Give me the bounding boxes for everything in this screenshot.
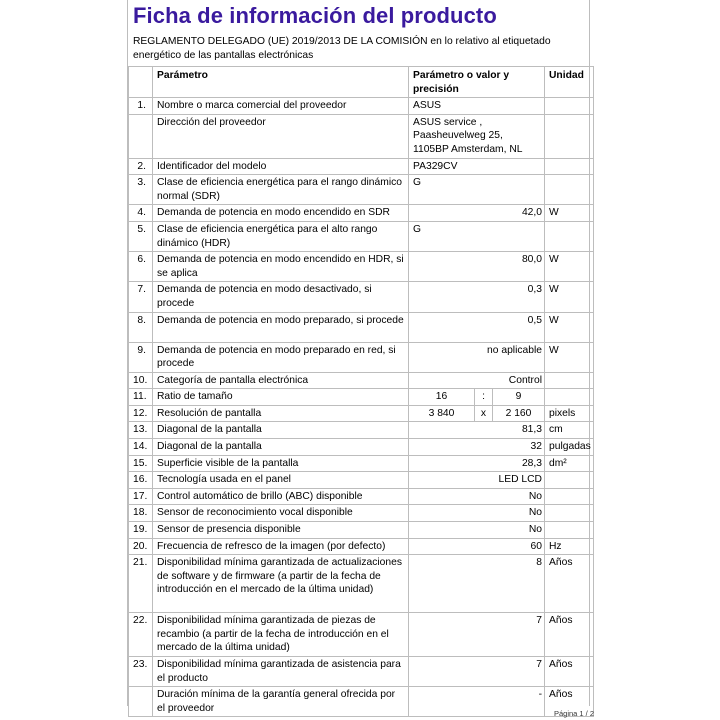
resolution-height: 2 160 <box>493 405 545 422</box>
row-unit <box>545 114 594 158</box>
row-parameter: Disponibilidad mínima garantizada de piezas de recambio (a partir de la fecha de introducción en el mercado de la última unidad) <box>153 613 409 657</box>
page-number: Página 1 / 2 <box>553 709 594 718</box>
row-value: 60 <box>409 538 545 555</box>
table-row <box>129 422 594 439</box>
resolution-width: 3 840 <box>409 405 475 422</box>
row-value: 32 <box>409 439 545 456</box>
row-value: ASUS service , Paasheuvelweg 25, 1105BP Amsterdam, NL <box>409 114 545 158</box>
row-value: No <box>409 488 545 505</box>
row-unit: W <box>545 282 594 312</box>
header-unit: Unidad <box>545 67 594 98</box>
row-value: 81,3 <box>409 422 545 439</box>
row-number: 17. <box>129 488 153 505</box>
row-number: 23. <box>129 657 153 687</box>
row-unit: Años <box>545 687 594 717</box>
row-unit <box>545 98 594 115</box>
row-parameter: Dirección del proveedor <box>153 114 409 158</box>
table-row <box>129 205 594 222</box>
document-title: Ficha de información del producto <box>133 3 497 28</box>
row-number: 6. <box>129 252 153 282</box>
row-parameter: Categoría de pantalla electrónica <box>153 372 409 389</box>
table-row <box>129 522 594 539</box>
row-number: 13. <box>129 422 153 439</box>
row-parameter: Sensor de presencia disponible <box>153 522 409 539</box>
row-unit: W <box>545 252 594 282</box>
row-value: 42,0 <box>409 205 545 222</box>
table-row <box>129 372 594 389</box>
row-unit: cm <box>545 422 594 439</box>
table-row <box>129 389 594 406</box>
row-unit <box>545 372 594 389</box>
row-unit: Hz <box>545 538 594 555</box>
table-row <box>129 538 594 555</box>
row-number: 15. <box>129 455 153 472</box>
regulation-subtitle: REGLAMENTO DELEGADO (UE) 2019/2013 DE LA COMISIÓN en lo relativo al etiquetado energético de las pantallas electrónicas <box>133 36 551 61</box>
aspect-separator: : <box>475 389 493 406</box>
row-value: No <box>409 522 545 539</box>
table-row <box>129 555 594 613</box>
table-row <box>129 405 594 422</box>
row-unit: pulgadas <box>545 439 594 456</box>
row-number: 11. <box>129 389 153 406</box>
row-value: 0,5 <box>409 312 545 342</box>
row-parameter: Demanda de potencia en modo desactivado, si procede <box>153 282 409 312</box>
row-parameter: Duración mínima de la garantía general ofrecida por el proveedor <box>153 687 409 717</box>
row-number: 16. <box>129 472 153 489</box>
row-parameter: Disponibilidad mínima garantizada de asistencia para el producto <box>153 657 409 687</box>
aspect-height: 9 <box>493 389 545 406</box>
table-row <box>129 687 594 717</box>
row-number: 7. <box>129 282 153 312</box>
row-unit: Años <box>545 613 594 657</box>
row-parameter: Clase de eficiencia energética para el alto rango dinámico (HDR) <box>153 221 409 251</box>
table-row <box>129 472 594 489</box>
table-row <box>129 613 594 657</box>
row-value: Control <box>409 372 545 389</box>
row-parameter: Diagonal de la pantalla <box>153 439 409 456</box>
table-row <box>129 114 594 158</box>
header-value: Parámetro o valor y precisión <box>409 67 545 98</box>
row-unit: dm² <box>545 455 594 472</box>
row-parameter: Demanda de potencia en modo preparado, si procede <box>153 312 409 342</box>
row-number: 2. <box>129 158 153 175</box>
aspect-width: 16 <box>409 389 475 406</box>
row-parameter: Demanda de potencia en modo encendido en HDR, si se aplica <box>153 252 409 282</box>
row-unit: W <box>545 205 594 222</box>
row-unit <box>545 472 594 489</box>
row-parameter: Frecuencia de refresco de la imagen (por defecto) <box>153 538 409 555</box>
header-num <box>129 67 153 98</box>
table-row <box>129 221 594 251</box>
table-row <box>129 312 594 342</box>
resolution-separator: x <box>475 405 493 422</box>
row-value: 7 <box>409 613 545 657</box>
row-number: 19. <box>129 522 153 539</box>
row-value: 7 <box>409 657 545 687</box>
row-unit <box>545 488 594 505</box>
table-row <box>129 158 594 175</box>
row-unit: Años <box>545 555 594 613</box>
table-header-row <box>129 67 594 98</box>
row-number: 14. <box>129 439 153 456</box>
row-unit: W <box>545 312 594 342</box>
table-row <box>129 505 594 522</box>
row-parameter: Demanda de potencia en modo encendido en SDR <box>153 205 409 222</box>
row-number: 1. <box>129 98 153 115</box>
row-number: 8. <box>129 312 153 342</box>
row-value: 80,0 <box>409 252 545 282</box>
table-row <box>129 657 594 687</box>
row-parameter: Clase de eficiencia energética para el rango dinámico normal (SDR) <box>153 175 409 205</box>
product-info-table <box>128 66 594 717</box>
row-number: 20. <box>129 538 153 555</box>
row-parameter: Nombre o marca comercial del proveedor <box>153 98 409 115</box>
row-number: 22. <box>129 613 153 657</box>
row-unit: Años <box>545 657 594 687</box>
row-number: 21. <box>129 555 153 613</box>
row-number: 3. <box>129 175 153 205</box>
table-row <box>129 439 594 456</box>
row-parameter: Demanda de potencia en modo preparado en red, si procede <box>153 342 409 372</box>
header-parameter: Parámetro <box>153 67 409 98</box>
row-unit <box>545 522 594 539</box>
row-value: PA329CV <box>409 158 545 175</box>
row-number <box>129 687 153 717</box>
row-number: 4. <box>129 205 153 222</box>
row-value: No <box>409 505 545 522</box>
row-unit: pixels <box>545 405 594 422</box>
row-parameter: Superficie visible de la pantalla <box>153 455 409 472</box>
row-number: 12. <box>129 405 153 422</box>
row-number: 18. <box>129 505 153 522</box>
row-parameter: Sensor de reconocimiento vocal disponible <box>153 505 409 522</box>
row-parameter: Disponibilidad mínima garantizada de actualizaciones de software y de firmware (a partir de la fecha de introducción en el mercado de la última unidad) <box>153 555 409 613</box>
row-value: ASUS <box>409 98 545 115</box>
row-parameter: Resolución de pantalla <box>153 405 409 422</box>
row-number: 9. <box>129 342 153 372</box>
row-unit <box>545 505 594 522</box>
row-value: G <box>409 175 545 205</box>
row-value: G <box>409 221 545 251</box>
row-unit <box>545 158 594 175</box>
row-parameter: Ratio de tamaño <box>153 389 409 406</box>
table-row <box>129 342 594 372</box>
row-number: 10. <box>129 372 153 389</box>
row-number: 5. <box>129 221 153 251</box>
row-value: LED LCD <box>409 472 545 489</box>
row-unit <box>545 389 594 406</box>
row-parameter: Tecnología usada en el panel <box>153 472 409 489</box>
row-value: no aplicable <box>409 342 545 372</box>
row-value: 0,3 <box>409 282 545 312</box>
row-unit: W <box>545 342 594 372</box>
table-row <box>129 175 594 205</box>
table-row <box>129 455 594 472</box>
table-row <box>129 98 594 115</box>
row-parameter: Control automático de brillo (ABC) disponible <box>153 488 409 505</box>
row-parameter: Diagonal de la pantalla <box>153 422 409 439</box>
row-unit <box>545 221 594 251</box>
table-row <box>129 488 594 505</box>
row-value: 28,3 <box>409 455 545 472</box>
row-value: 8 <box>409 555 545 613</box>
row-value: - <box>409 687 545 717</box>
row-unit <box>545 175 594 205</box>
table-row <box>129 252 594 282</box>
row-parameter: Identificador del modelo <box>153 158 409 175</box>
table-row <box>129 282 594 312</box>
row-number <box>129 114 153 158</box>
